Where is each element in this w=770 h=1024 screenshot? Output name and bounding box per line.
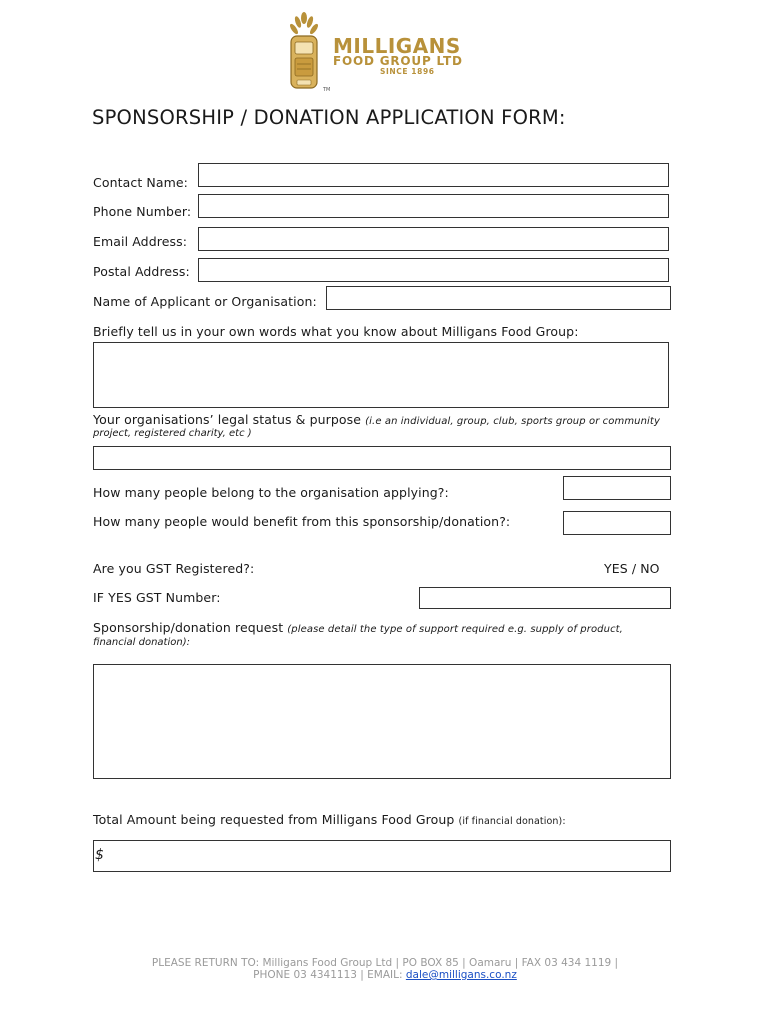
total-amount-label: Total Amount being requested from Milligans Food Group (if financial donation): xyxy=(93,812,566,827)
form-title: SPONSORSHIP / DONATION APPLICATION FORM: xyxy=(92,106,566,129)
gst-yes-no-options[interactable]: YES / NO xyxy=(604,561,660,576)
beneficiaries-count-field[interactable] xyxy=(563,511,671,535)
applicant-name-label: Name of Applicant or Organisation: xyxy=(93,294,317,309)
legal-status-hint-line2: project, registered charity, etc ) xyxy=(93,428,252,439)
beneficiaries-count-label: How many people would benefit from this sponsorship/donation?: xyxy=(93,514,511,529)
members-count-label: How many people belong to the organisation applying?: xyxy=(93,485,449,500)
total-amount-field[interactable] xyxy=(93,840,671,872)
gst-registered-label: Are you GST Registered?: xyxy=(93,561,255,576)
postal-address-field[interactable] xyxy=(198,258,669,282)
brand-since: SINCE 1896 xyxy=(380,67,435,76)
members-count-field[interactable] xyxy=(563,476,671,500)
gst-number-field[interactable] xyxy=(419,587,671,609)
brand-name-line2: FOOD GROUP LTD xyxy=(333,54,463,68)
know-about-textarea[interactable] xyxy=(93,342,669,408)
gst-number-label: IF YES GST Number: xyxy=(93,590,221,605)
total-amount-hint: (if financial donation): xyxy=(458,816,566,827)
request-label: Sponsorship/donation request (please detail the type of support required e.g. supply of product, xyxy=(93,620,623,635)
request-textarea[interactable] xyxy=(93,664,671,779)
postal-address-label: Postal Address: xyxy=(93,264,190,279)
currency-symbol: $ xyxy=(95,847,104,863)
brand-name-line1: MILLIGANS xyxy=(333,34,461,58)
footer-return-line: PLEASE RETURN TO: Milligans Food Group Ltd | PO BOX 85 | Oamaru | FAX 03 434 1119 | xyxy=(151,957,619,969)
know-about-label: Briefly tell us in your own words what you know about Milligans Food Group: xyxy=(93,324,579,339)
footer-contact-line: PHONE 03 4341113 | EMAIL: dale@milligans.co.nz xyxy=(253,969,517,981)
request-hint-line2: financial donation): xyxy=(93,637,190,648)
phone-number-field[interactable] xyxy=(198,194,669,218)
email-address-field[interactable] xyxy=(198,227,669,251)
phone-number-label: Phone Number: xyxy=(93,204,192,219)
contact-name-label: Contact Name: xyxy=(93,175,188,190)
email-address-label: Email Address: xyxy=(93,234,188,249)
wheat-sheaf-emblem-icon xyxy=(289,12,320,88)
legal-status-field[interactable] xyxy=(93,446,671,470)
legal-status-label: Your organisations’ legal status & purpose (i.e an individual, group, club, sports group or community xyxy=(93,412,660,427)
request-hint-line1: (please detail the type of support required e.g. supply of product, xyxy=(287,624,623,635)
contact-name-field[interactable] xyxy=(198,163,669,187)
legal-status-hint-line1: (i.e an individual, group, club, sports group or community xyxy=(365,416,660,427)
trademark-mark: TM xyxy=(323,87,331,93)
footer-email-link[interactable]: dale@milligans.co.nz xyxy=(405,969,517,981)
applicant-name-field[interactable] xyxy=(326,286,671,310)
